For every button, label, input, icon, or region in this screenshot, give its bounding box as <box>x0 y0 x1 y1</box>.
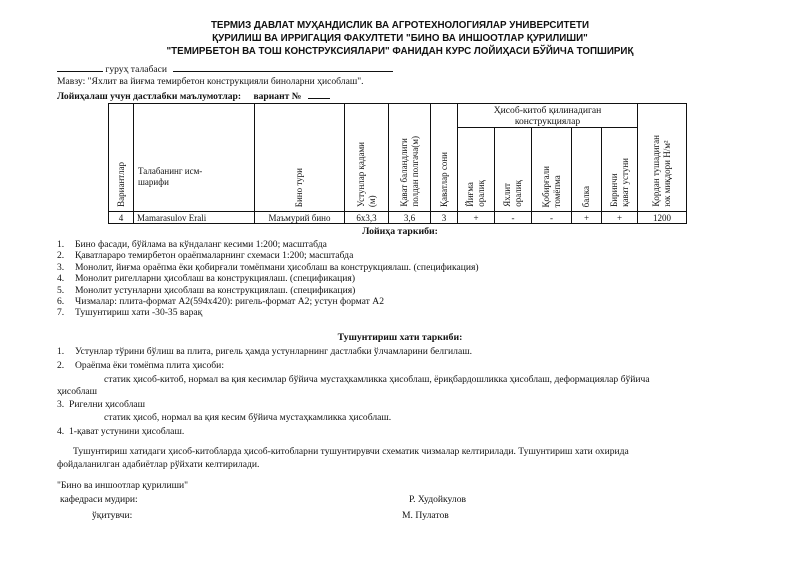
variant-blank <box>308 89 330 99</box>
project-list <box>57 239 479 319</box>
explanation-paragraph-a: Тушунтириш хатидаги ҳисоб-китобларда ҳисоб-китобларни тушунтирувчи схематик чизмалар келтирилади. Тушунтириш хати охирида <box>73 446 629 457</box>
cell-beam: + <box>572 212 602 224</box>
table-row <box>109 212 687 224</box>
initial-data-table <box>108 103 687 224</box>
project-title: Лойиҳа таркиби: <box>362 226 438 237</box>
teacher-name: М. Пулатов <box>402 510 449 521</box>
cell-ribbed-slab: - <box>532 212 572 224</box>
header-floor-count: Қаватлар сони <box>431 104 458 212</box>
assignment-title: "ТЕМИРБЕТОН ВА ТОШ КОНСТРУКСИЯЛАРИ" ФАНИДАН КУРС ЛОЙИҲАСИ БЎЙИЧА ТОПШИРИҚ <box>166 46 634 57</box>
variant-label: вариант № <box>253 91 302 102</box>
header-calc-group: Ҳисоб-китоб қилинадиган конструкциялар <box>458 104 638 128</box>
cell-building-type: Маъмурий бино <box>255 212 345 224</box>
head-name: Р. Худойкулов <box>409 494 467 505</box>
list-item: 4. Монолит ригелларни ҳисоблаш ва конструкциялаш. (спецификация) <box>57 273 356 285</box>
header-precast-slab: Йиғма оралиқ <box>458 128 495 212</box>
explanation-item-2: 2. Ораёпма ёки томёпма плита ҳисоби: <box>57 360 224 371</box>
cell-snow-load: 1200 <box>638 212 687 224</box>
list-item: 1. Бино фасади, бўйлама ва кўндаланг кесими 1:200; масштабда <box>57 239 327 250</box>
header-monolith-slab: Яхлит оралиқ <box>495 128 532 212</box>
list-item: 7. Тушунтириш хати -30-35 варақ <box>57 307 203 319</box>
list-item: 2. Қаватлараро темирбетон ораёпмаларнинг схемаси 1:200; масштабда <box>57 250 354 262</box>
header-column-step: Устунлар қадами (м) <box>345 104 389 212</box>
list-item: 6. Чизмалар: плита-формат А2(594х420): ригель-формат А2; устун формат А2 <box>57 296 384 308</box>
teacher-label: ўқитувчи: <box>92 510 133 521</box>
header-ribbed-slab: Қобирғали томёпма <box>532 128 572 212</box>
cell-floor-height: 3,6 <box>389 212 431 224</box>
explanation-title: Тушунтириш хати таркиби: <box>337 332 463 343</box>
dept-line-1: "Бино ва иншоотлар қурилиши" <box>57 480 189 491</box>
faculty-title: ҚУРИЛИШ ВА ИРРИГАЦИЯ ФАКУЛТЕТИ "БИНО ВА ИНШООТЛАР ҚУРИЛИШИ" <box>212 33 588 44</box>
cell-column-step: 6х3,3 <box>345 212 389 224</box>
header-building-type: Бино тури <box>255 104 345 212</box>
explanation-item-1: 1. Устунлар тўрини бўлиш ва плита, ригель ҳамда устунларнинг дастлабки ўлчамларини белгилаш. <box>57 346 472 357</box>
header-beam: балка <box>572 128 602 212</box>
header-student-name: Талабанинг исм-шарифи <box>134 104 255 212</box>
explanation-paragraph-b: фойдаланилган адабиётлар рўйхати келтирилади. <box>57 459 260 470</box>
cell-first-floor-column: + <box>602 212 638 224</box>
cell-student-name: Mamarasulov Erali <box>134 212 255 224</box>
cell-variant: 4 <box>109 212 134 224</box>
header-floor-height: Қават баландлиги полдан полгача(м) <box>389 104 431 212</box>
explanation-item-3-sub: статик ҳисоб, нормал ва қия кесим бўйича мустаҳкамликка ҳисоблаш. <box>104 412 392 423</box>
group-label: гуруҳ талабаси <box>105 64 168 75</box>
list-item: 5. Монолит устунларни ҳисоблаш ва конструкциялаш. (спецификация) <box>57 284 356 296</box>
initial-data-label: Лойиҳалаш учун дастлабки маълумотлар: <box>57 91 242 102</box>
explanation-item-2-sub: статик ҳисоб-китоб, нормал ва қия кесимлар бўйича мустаҳкамликка ҳисоблаш, ёриқбардошликка ҳисоблаш, деформациялар бўйича <box>104 374 650 385</box>
list-item: 3. Монолит, йиғма ораёпма ёки қобирғали томёпмани ҳисоблаш ва конструкциялаш. (спецификация) <box>57 261 479 273</box>
explanation-item-3: 3. Ригелни ҳисоблаш <box>57 399 146 410</box>
student-name-blank <box>173 62 393 72</box>
explanation-item-2-sub2: ҳисоблаш <box>57 386 98 397</box>
header-first-floor-column: Биринчи қават устуни <box>602 128 638 212</box>
cell-floor-count: 3 <box>431 212 458 224</box>
cell-monolith-slab: - <box>495 212 532 224</box>
cell-precast-slab: + <box>458 212 495 224</box>
university-title: ТЕРМИЗ ДАВЛАТ МУҲАНДИСЛИК ВА АГРОТЕХНОЛОГИЯЛАР УНИВЕРСИТЕТИ <box>210 20 590 31</box>
topic-line: Мавзу: "Яхлит ва йиғма темирбетон конструкцияли биноларни ҳисоблаш". <box>57 76 364 87</box>
initial-data-line <box>57 89 330 102</box>
header-snow-load: Қордан тушадиган юк миқдори Н/м² <box>638 104 687 212</box>
dept-line-2: кафедраси мудири: <box>60 494 138 505</box>
group-blank <box>57 62 103 72</box>
header-variant: Вариантлар <box>109 104 134 212</box>
group-line <box>57 62 393 75</box>
explanation-item-4: 4. 1-қават устунини ҳисоблаш. <box>57 426 185 437</box>
